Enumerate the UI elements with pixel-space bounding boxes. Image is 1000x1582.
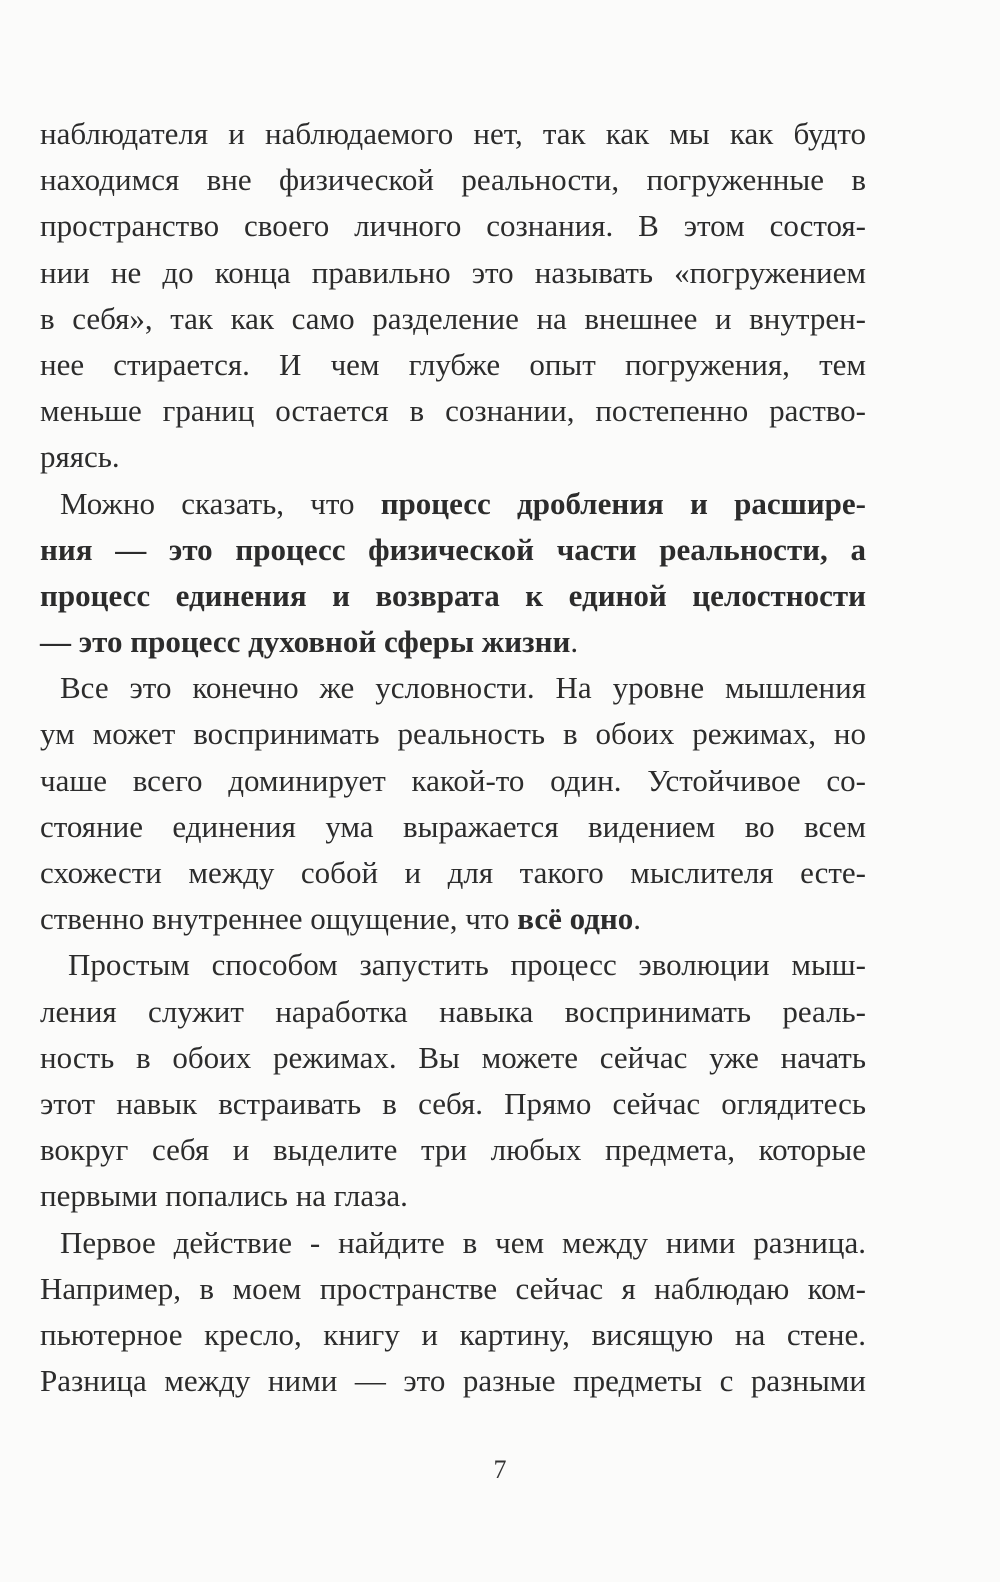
paragraph-1 — [40, 111, 866, 481]
paragraph-3 — [40, 665, 866, 942]
text-line: первыми попались на глаза. — [40, 1178, 408, 1214]
text-line: пространство своего личного сознания. В этом состоя- — [40, 208, 866, 244]
bold-text: процесс дробления и расшире- — [380, 485, 866, 521]
text-line: ления служит наработка навыка воспринимать реаль- — [40, 993, 866, 1029]
text-line: Например, в моем пространстве сейчас я наблюдаю ком- — [40, 1270, 866, 1306]
text-line: наблюдателя и наблюдаемого нет, так как мы как будто — [40, 116, 866, 151]
bold-text: — это процесс духовной сферы жизни — [40, 624, 571, 660]
text-line — [40, 619, 866, 665]
text-line: схожести между собой и для такого мыслителя есте- — [40, 855, 866, 890]
text-line — [40, 573, 866, 619]
plain-text: . — [633, 901, 642, 937]
text-line — [40, 527, 866, 573]
bold-text: ния — это процесс физической части реальности — [40, 531, 821, 567]
bold-text: всё одно — [517, 901, 634, 937]
text-line: Разница между ними — это разные предметы с разными — [40, 1363, 866, 1399]
text-line: вокруг себя и выделите три любых предмета, которые — [40, 1132, 866, 1168]
text-line: пьютерное кресло, книгу и картину, висящую на стене. — [40, 1316, 866, 1352]
text-line: этот навык встраивать в себя. Прямо сейчас оглядитесь — [40, 1085, 866, 1121]
plain-text: . — [570, 624, 579, 660]
text-line — [40, 896, 866, 942]
text-line: ум может воспринимать реальность в обоих режимах, но — [40, 716, 866, 752]
paragraph-5 — [40, 1220, 866, 1405]
paragraph-4 — [40, 942, 866, 1219]
bold-text: , а — [820, 531, 867, 567]
text-line: ряясь. — [40, 439, 120, 475]
page-number: 7 — [493, 1455, 507, 1484]
text-line: Первое действие - найдите в чем между ними разница. — [60, 1224, 866, 1260]
text-line: нии не до конца правильно это называть «погружением — [40, 254, 866, 290]
text-line — [40, 481, 866, 527]
plain-text: Можно сказать, что — [60, 485, 381, 521]
bold-text: процесс единения и возврата к единой целостности — [40, 577, 866, 613]
text-line: Все это конечно же условности. На уровне мышления — [60, 670, 866, 706]
text-line: нее стирается. И чем глубже опыт погружения, тем — [40, 346, 866, 382]
text-line: меньше границ остается в сознании, постепенно раство- — [40, 393, 866, 429]
text-line: ность в обоих режимах. Вы можете сейчас уже начать — [40, 1039, 866, 1075]
text-line: находимся вне физической реальности, погруженные в — [40, 162, 866, 198]
plain-text: ственно внутреннее ощущение, что — [40, 901, 518, 937]
paragraph-2 — [40, 481, 866, 666]
body-text — [40, 111, 866, 1404]
text-line: стояние единения ума выражается видением во всем — [40, 808, 866, 844]
text-line: Простым способом запустить процесс эволюции мыш- — [68, 947, 866, 983]
text-line: чаше всего доминирует какой-то один. Устойчивое со- — [40, 762, 866, 798]
text-line: в себя», так как само разделение на внешнее и внутрен- — [40, 300, 866, 336]
